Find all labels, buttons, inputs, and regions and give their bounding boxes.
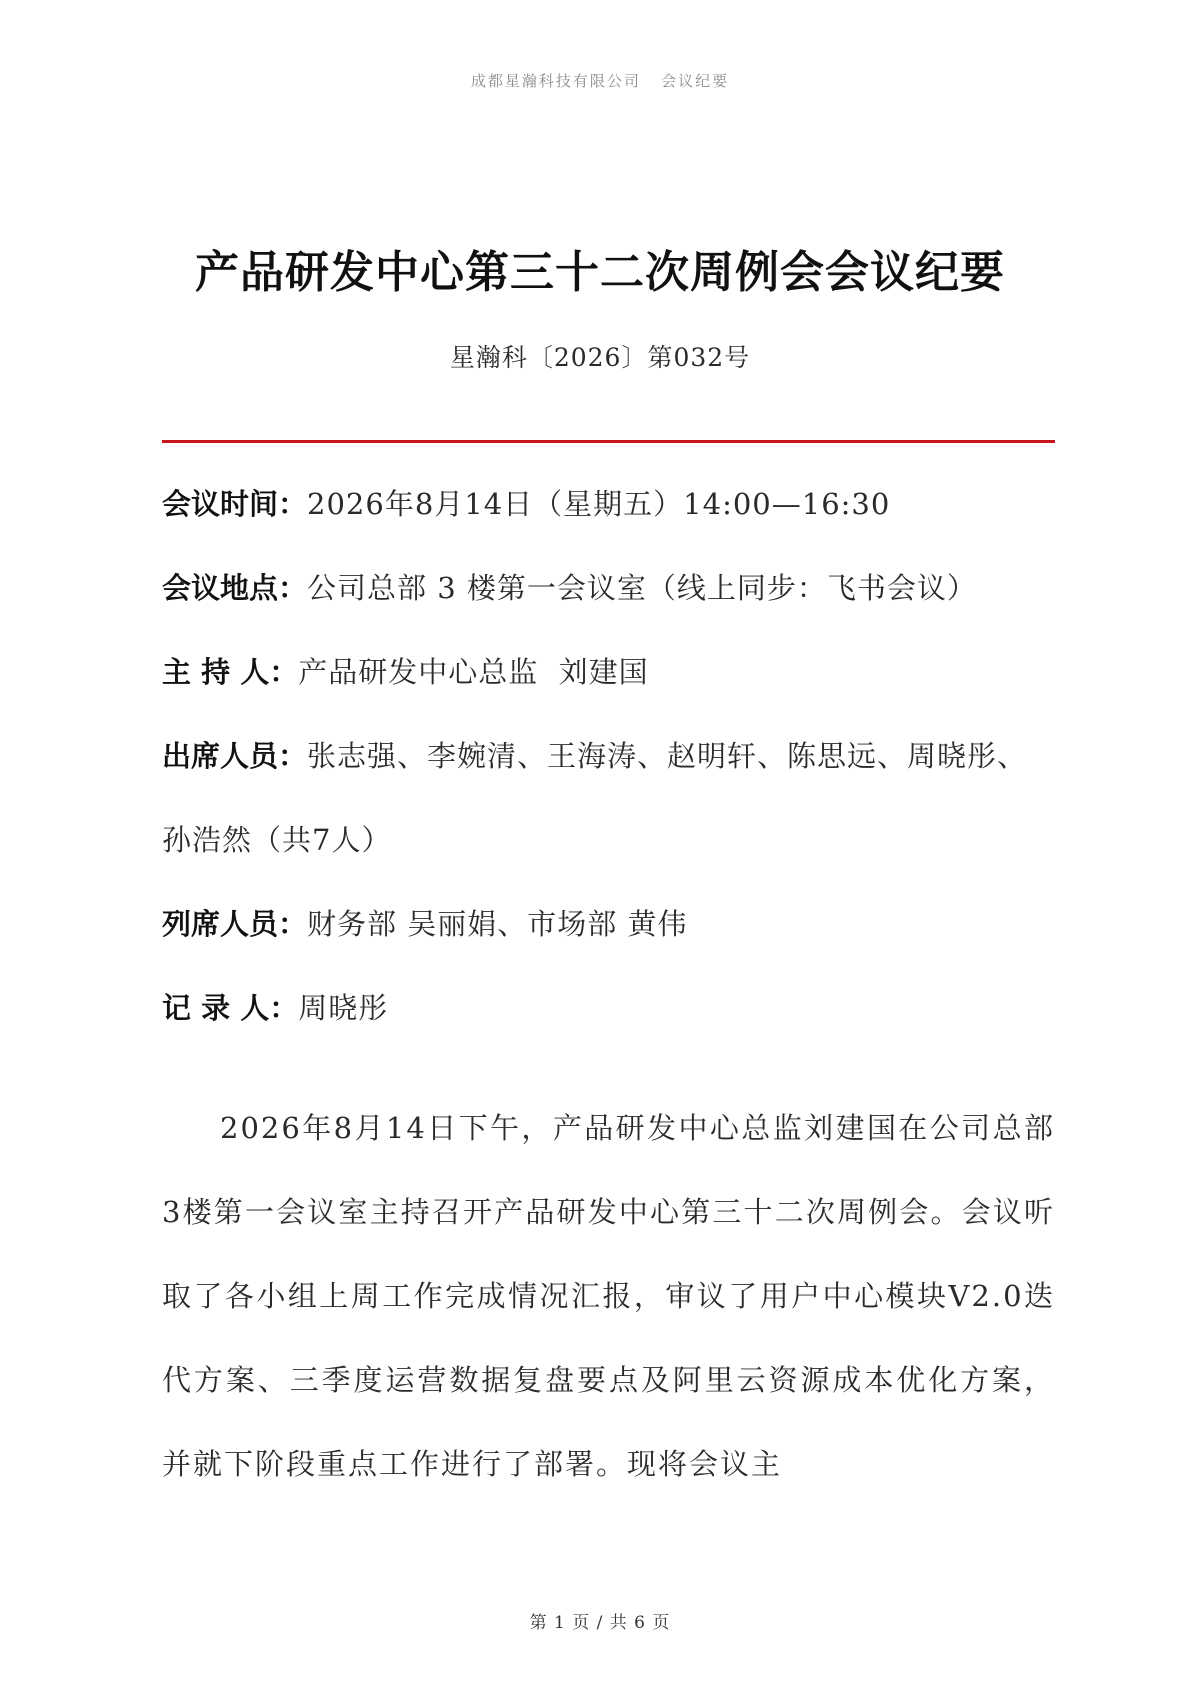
document-title: 产品研发中心第三十二次周例会会议纪要 <box>195 247 1005 298</box>
meeting-place-row <box>162 546 1055 630</box>
meeting-time-row <box>162 462 1055 546</box>
meeting-time-label: 会议时间： <box>162 487 308 521</box>
page-header <box>0 70 1200 91</box>
meeting-recorder-value: 周晓彤 <box>298 991 389 1025</box>
meeting-place-value: 公司总部 3 楼第一会议室（线上同步：飞书会议） <box>307 571 977 605</box>
meeting-host-row <box>162 630 1055 714</box>
page-footer: 第 1 页 / 共 6 页 <box>529 1613 671 1633</box>
meeting-attendees-label: 出席人员： <box>162 739 308 773</box>
body-paragraph: 2026年8月14日下午，产品研发中心总监刘建国在公司总部3楼第一会议室主持召开产品研发中心第三十二次周例会。会议听取了各小组上周工作完成情况汇报，审议了用户中心模块V2.0迭代方案、三季度运营数据复盘要点及阿里云资源成本优化方案，并就下阶段重点工作进行了部署。现将会议主 <box>162 1111 1055 1481</box>
meeting-recorder-row <box>162 966 1055 1050</box>
meeting-place-label: 会议地点： <box>162 571 308 605</box>
meeting-nonvoting-label: 列席人员： <box>162 907 308 941</box>
meeting-host-value: 产品研发中心总监 刘建国 <box>298 655 649 689</box>
meeting-time-value: 2026年8月14日（星期五）14:00—16:30 <box>307 487 891 521</box>
meeting-nonvoting-row <box>162 882 1055 966</box>
meeting-host-label: 主 持 人： <box>162 655 299 689</box>
header-company: 成都星瀚科技有限公司 <box>470 72 641 90</box>
meeting-nonvoting-value: 财务部 吴丽娟、市场部 黄伟 <box>307 907 688 941</box>
meeting-attendees-row <box>162 714 1055 882</box>
meeting-info <box>162 462 1055 1050</box>
header-doc-type: 会议纪要 <box>661 72 730 90</box>
red-divider <box>162 440 1055 443</box>
meeting-recorder-label: 记 录 人： <box>162 991 299 1025</box>
document-number: 星瀚科〔2026〕第032号 <box>449 343 751 372</box>
meeting-attendees-value: 张志强、李婉清、王海涛、赵明轩、陈思远、周晓彤、孙浩然（共7人） <box>162 739 1028 857</box>
